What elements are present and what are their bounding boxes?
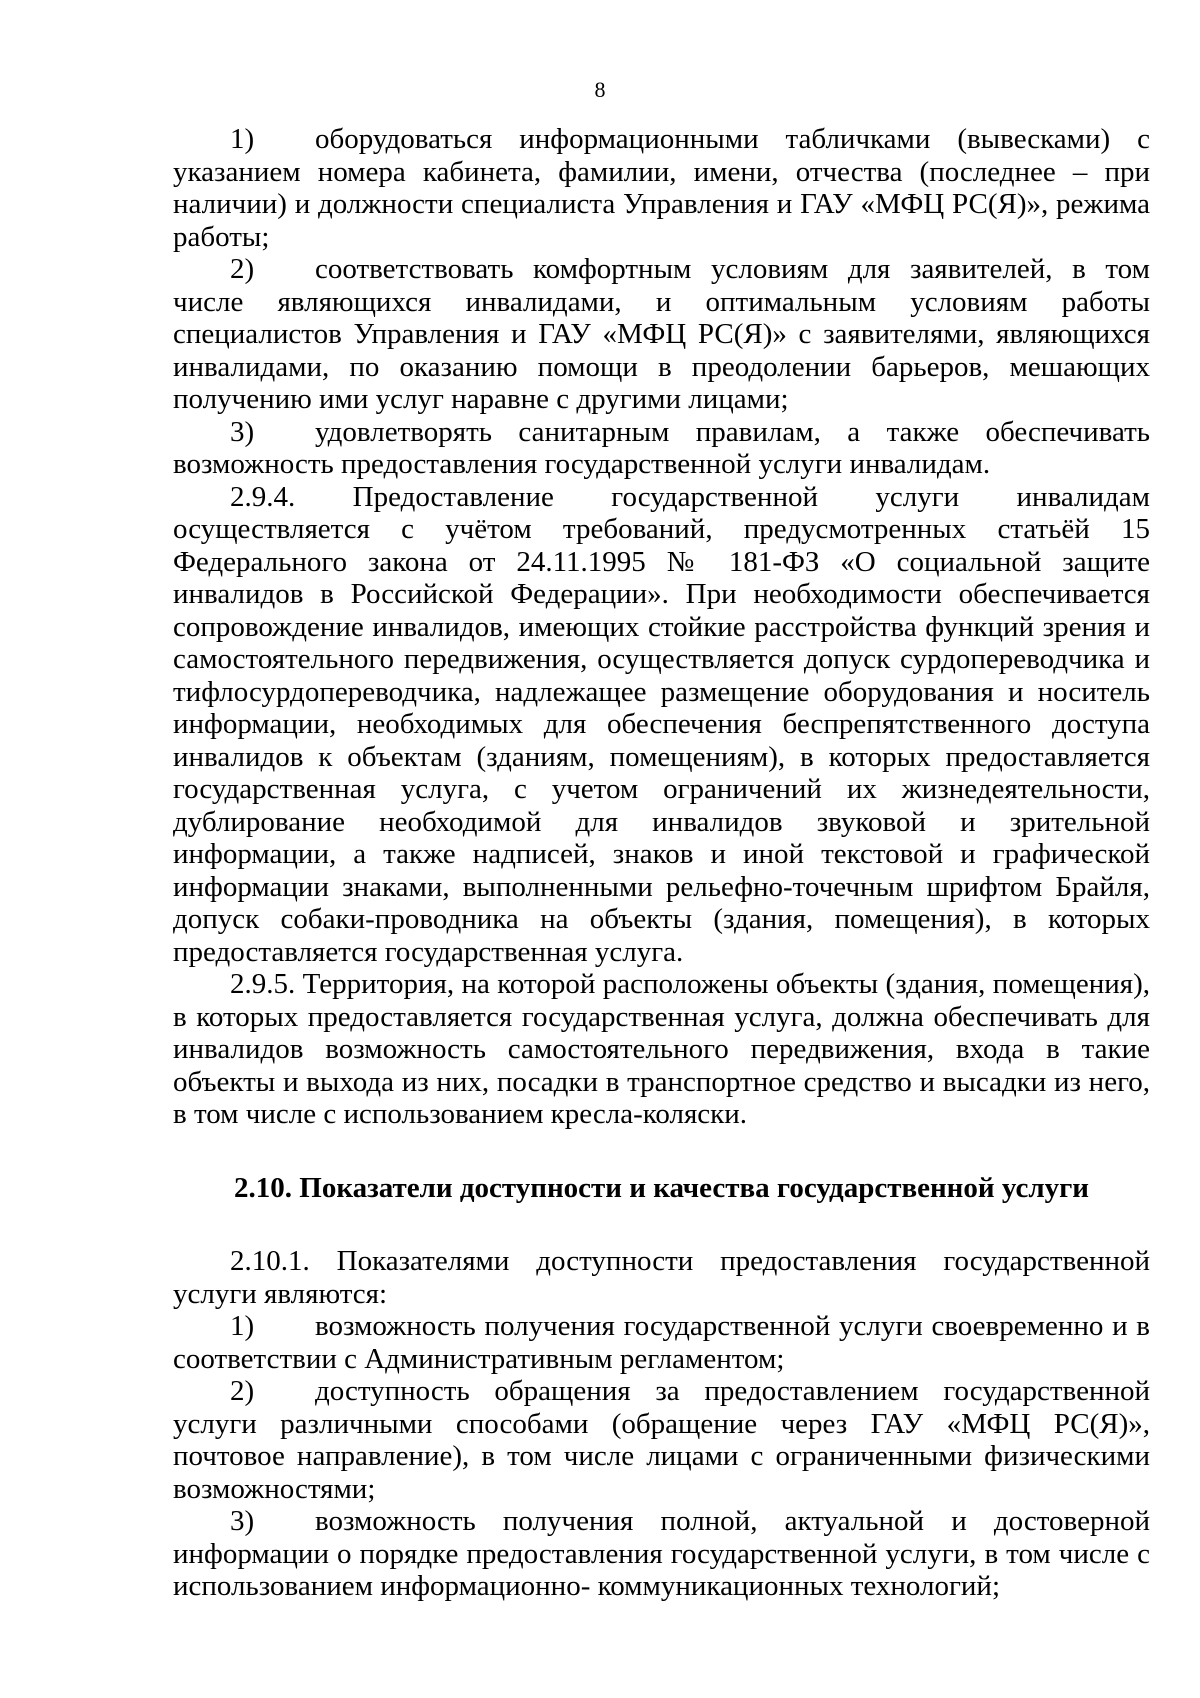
- page-number: 8: [594, 77, 606, 102]
- list-item-text: возможность получения государственной услуги своевременно и в соответствии с Административным регламентом;: [173, 1310, 1150, 1375]
- list-item: [173, 253, 1150, 416]
- list-item: [173, 1375, 1150, 1505]
- list-item: [173, 1505, 1150, 1603]
- list-item-text: оборудоваться информационными табличками (вывесками) с указанием номера кабинета, фамилии, имени, отчества (последнее – при наличии) и должности специалиста Управления и ГАУ «МФЦ РС(Я)», режима работы;: [173, 123, 1150, 253]
- document-body: [173, 123, 1150, 1603]
- paragraph-2-10-1: 2.10.1. Показателями доступности предоставления государственной услуги являются:: [173, 1245, 1150, 1310]
- list-item-text: соответствовать комфортным условиям для заявителей, в том числе являющихся инвалидами, и оптимальным условиям работы специалистов Управления и ГАУ «МФЦ РС(Я)» с заявителями, являющихся инвалидами, по оказанию помощи в преодолении барьеров, мешающих получению ими услуг наравне с другими лицами;: [173, 253, 1150, 415]
- paragraph-2-9-4: 2.9.4. Предоставление государственной услуги инвалидам осуществляется с учётом требований, предусмотренных статьёй 15 Федерального закона от 24.11.1995 № 181-ФЗ «О социальной защите инвалидов в Российской Федерации». При необходимости обеспечивается сопровождение инвалидов, имеющих стойкие расстройства функций зрения и самостоятельного передвижения, осуществляется допуск сурдопереводчика и тифлосурдопереводчика, надлежащее размещение оборудования и носитель информации, необходимых для обеспечения беспрепятственного доступа инвалидов к объектам (зданиям, помещениям), в которых предоставляется государственная услуга, с учетом ограничений их жизнедеятельности, дублирование необходимой для инвалидов звуковой и зрительной информации, а также надписей, знаков и иной текстовой и графической информации знаками, выполненными рельефно-точечным шрифтом Брайля, допуск собаки-проводника на объекты (здания, помещения), в которых предоставляется государственная услуга.: [173, 480, 1150, 968]
- list-item-number: 3): [230, 415, 255, 448]
- list-item-number: 1): [230, 123, 255, 155]
- list-item-text: возможность получения полной, актуальной и достоверной информации о порядке предоставления государственной услуги, в том числе с использованием информационно- коммуникационных технологий;: [173, 1505, 1150, 1602]
- list-item-number: 3): [230, 1505, 255, 1537]
- list-item: [173, 416, 1150, 481]
- paragraph-2-9-5: 2.9.5. Территория, на которой расположены объекты (здания, помещения), в которых предоставляется государственная услуга, должна обеспечивать для инвалидов возможность самостоятельного передвижения, входа в такие объекты и выхода из них, посадки в транспортное средство и высадки из него, в том числе с использованием кресла-коляски.: [173, 968, 1150, 1130]
- list-item: [173, 1310, 1150, 1375]
- list-item-number: 2): [230, 1375, 255, 1407]
- list-item-number: 2): [230, 253, 255, 285]
- list-item: [173, 123, 1150, 253]
- list-item-number: 1): [230, 1310, 255, 1342]
- list-item-text: доступность обращения за предоставлением государственной услуги различными способами (обращение через ГАУ «МФЦ РС(Я)», почтовое направление), в том числе лицами с ограниченными физическими возможностями;: [173, 1375, 1150, 1505]
- list-item-text: удовлетворять санитарным правилам, а также обеспечивать возможность предоставления государственной услуги инвалидам.: [173, 415, 1150, 480]
- section-heading: 2.10. Показатели доступности и качества государственной услуги: [234, 1171, 1089, 1204]
